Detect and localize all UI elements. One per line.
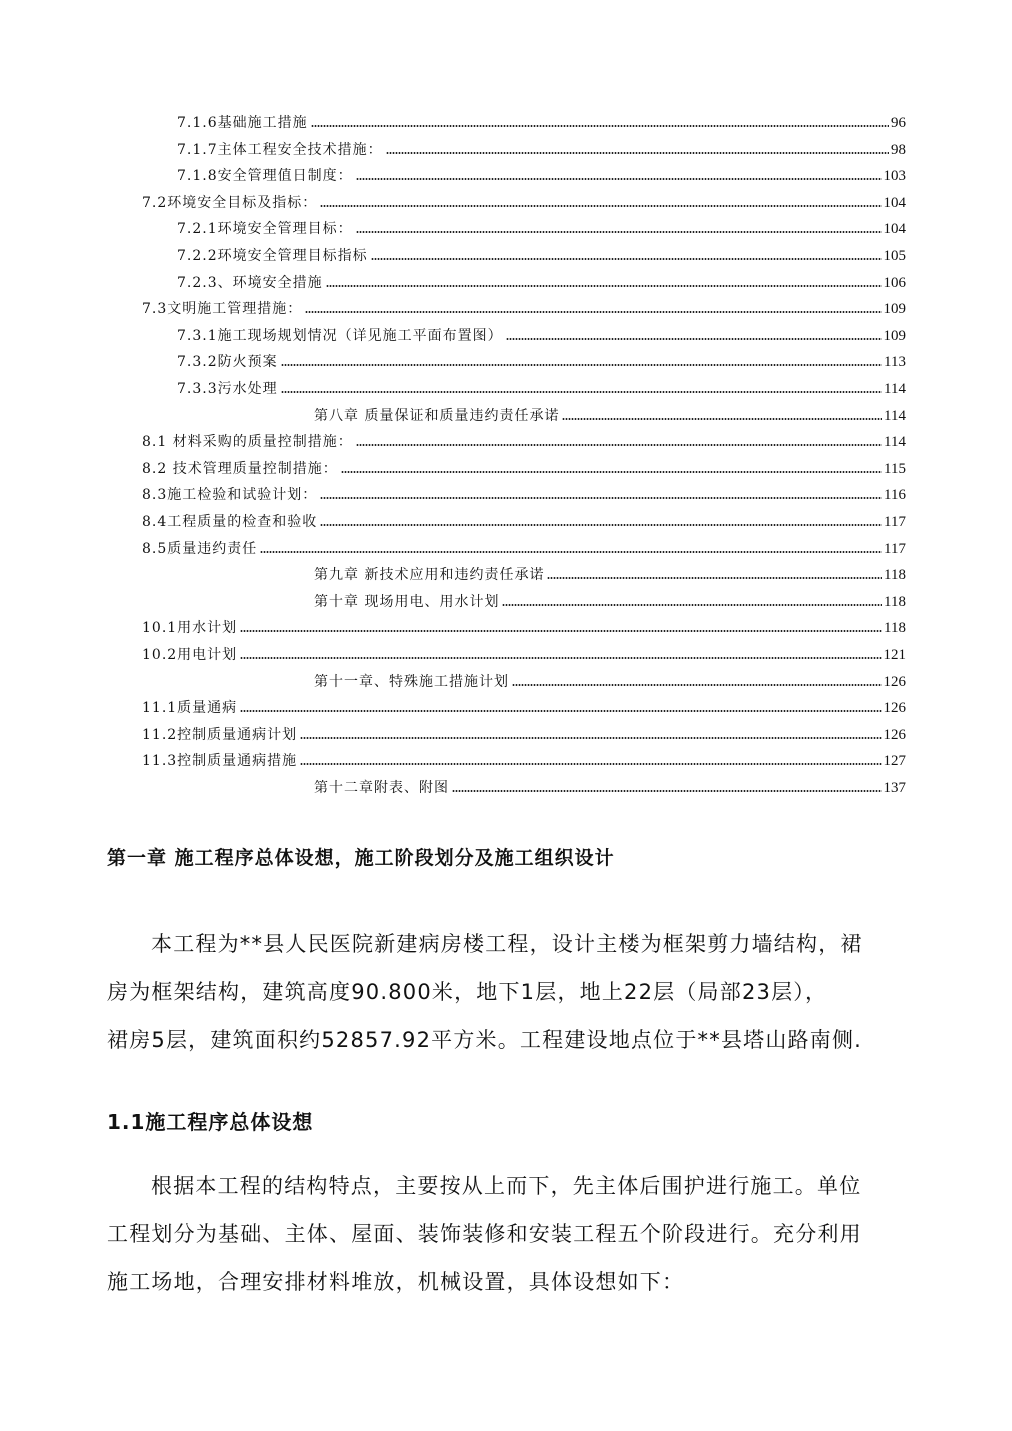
- toc-entry-chapter[interactable]: [314, 665, 906, 691]
- toc-leader-dots: [300, 762, 881, 766]
- toc-entry-title: 8.1 材料采购的质量控制措施：: [142, 434, 353, 451]
- toc-entry-title: 7.2.3、环境安全措施: [177, 274, 323, 291]
- toc-entry-title: 第八章 质量保证和质量违约责任承诺: [314, 407, 560, 424]
- toc-entry[interactable]: [177, 239, 906, 265]
- toc-entry-page: 114: [884, 434, 906, 451]
- toc-leader-dots: [326, 284, 882, 288]
- toc-entry[interactable]: [142, 718, 906, 744]
- toc-leader-dots: [452, 789, 882, 793]
- toc-entry-title: 7.1.8安全管理值日制度：: [177, 168, 353, 185]
- toc-entry-page: 127: [883, 753, 906, 770]
- toc-entry-page: 105: [883, 248, 906, 264]
- toc-leader-dots: [562, 417, 882, 421]
- toc-entry-title: 11.2控制质量通病计划: [142, 726, 298, 743]
- toc-entry-chapter[interactable]: [314, 771, 906, 797]
- toc-entry-page: 118: [884, 620, 906, 637]
- toc-entry-title: 10.1用水计划: [142, 620, 238, 637]
- toc-entry-title: 7.1.6基础施工措施: [177, 115, 308, 131]
- toc-leader-dots: [502, 603, 882, 607]
- toc-entry[interactable]: [177, 106, 906, 132]
- toc-leader-dots: [506, 337, 882, 341]
- toc-entry-page: 109: [883, 327, 906, 344]
- toc-entry-page: 118: [884, 593, 906, 610]
- toc-entry[interactable]: [142, 691, 906, 717]
- toc-entry-title: 8.3施工检验和试验计划：: [142, 487, 318, 504]
- paragraph-line: 本工程为**县人民医院新建病房楼工程，设计主楼为框架剪力墙结构，裙: [151, 932, 863, 956]
- toc-entry-title: 11.3控制质量通病措施: [142, 753, 298, 770]
- toc-entry-page: 137: [883, 780, 906, 796]
- toc-leader-dots: [300, 736, 881, 740]
- toc-entry-title: 7.3.1施工现场规划情况（详见施工平面布置图）: [177, 327, 503, 344]
- toc-entry-page: 114: [884, 407, 906, 424]
- toc-entry[interactable]: [177, 159, 906, 185]
- toc-entry-title: 7.2环境安全目标及指标：: [142, 194, 318, 211]
- paragraph-line: 施工场地，合理安排材料堆放，机械设置，具体设想如下：: [107, 1270, 685, 1294]
- section-title: 1.1施工程序总体设想: [107, 1110, 314, 1134]
- toc-entry-page: 126: [883, 700, 906, 717]
- toc-leader-dots: [356, 230, 882, 234]
- toc-entry-page: 109: [883, 301, 906, 318]
- chapter-title: 第一章 施工程序总体设想，施工阶段划分及施工组织设计: [107, 847, 615, 869]
- toc-entry-page: 126: [883, 726, 906, 743]
- paragraph-line: 房为框架结构，建筑高度90.800米，地下1层，地上22层（局部23层），: [107, 980, 828, 1004]
- toc-entry[interactable]: [177, 372, 906, 398]
- toc-leader-dots: [305, 310, 881, 314]
- toc-entry-page: 116: [884, 487, 906, 504]
- toc-entry-page: 117: [884, 514, 906, 530]
- toc-entry[interactable]: [177, 319, 906, 345]
- toc-entry-title: 7.3.2防火预案: [177, 354, 278, 371]
- toc-leader-dots: [311, 124, 889, 128]
- toc-entry[interactable]: [142, 532, 906, 558]
- toc-leader-dots: [512, 683, 882, 687]
- toc-leader-dots: [320, 204, 881, 208]
- toc-entry-title: 第十二章附表、附图: [314, 780, 449, 796]
- toc-entry[interactable]: [142, 611, 906, 637]
- toc-leader-dots: [320, 523, 882, 527]
- toc-entry[interactable]: [177, 212, 906, 238]
- toc-leader-dots: [260, 550, 882, 554]
- toc-leader-dots: [371, 257, 882, 261]
- toc-leader-dots: [547, 576, 882, 580]
- toc-leader-dots: [356, 177, 882, 181]
- toc-entry-page: 96: [891, 115, 906, 131]
- toc-entry-title: 7.2.1环境安全管理目标：: [177, 221, 353, 238]
- toc-entry-title: 第十章 现场用电、用水计划: [314, 593, 500, 610]
- toc-entry-title: 8.5质量违约责任: [142, 540, 258, 557]
- toc-entry-title: 7.3.3污水处理: [177, 381, 278, 397]
- intro-paragraph: [107, 920, 907, 1064]
- toc-entry-title: 8.4工程质量的检查和验收: [142, 514, 318, 530]
- toc-entry[interactable]: [142, 425, 906, 451]
- toc-leader-dots: [240, 629, 882, 633]
- toc-entry-page: 104: [883, 194, 906, 211]
- toc-entry-page: 113: [884, 354, 906, 371]
- toc-entry-title: 7.3文明施工管理措施：: [142, 301, 303, 318]
- toc-leader-dots: [320, 496, 882, 500]
- toc-leader-dots: [281, 363, 882, 367]
- toc-entry-page: 103: [883, 168, 906, 185]
- toc-entry[interactable]: [177, 345, 906, 371]
- toc-entry-title: 第九章 新技术应用和违约责任承诺: [314, 567, 545, 584]
- toc-entry-page: 114: [884, 381, 906, 397]
- toc-leader-dots: [281, 390, 882, 394]
- toc-entry-chapter[interactable]: [314, 585, 906, 611]
- toc-entry[interactable]: [142, 505, 906, 531]
- paragraph-line: 根据本工程的结构特点，主要按从上而下，先主体后围护进行施工。单位: [151, 1174, 862, 1198]
- toc-entry[interactable]: [142, 744, 906, 770]
- toc-entry-title: 10.2用电计划: [142, 647, 238, 663]
- toc-entry-page: 98: [891, 141, 906, 158]
- toc-entry-title: 7.1.7主体工程安全技术措施：: [177, 141, 383, 158]
- toc-entry-page: 121: [883, 647, 906, 663]
- toc-entry-title: 7.2.2环境安全管理目标指标: [177, 248, 368, 264]
- paragraph-line: 裙房5层，建筑面积约52857.92平方米。工程建设地点位于**县塔山路南侧.: [107, 1028, 863, 1052]
- paragraph-line: 工程划分为基础、主体、屋面、装饰装修和安装工程五个阶段进行。充分利用: [107, 1222, 862, 1246]
- toc-leader-dots: [240, 709, 881, 713]
- toc-entry-page: 126: [883, 673, 906, 690]
- toc-entry-page: 106: [883, 274, 906, 291]
- toc-entry-page: 104: [883, 221, 906, 238]
- toc-entry-page: 115: [884, 460, 906, 477]
- toc-leader-dots: [341, 470, 882, 474]
- toc-leader-dots: [356, 443, 882, 447]
- toc-entry[interactable]: [177, 266, 906, 292]
- toc-entry-title: 第十一章、特殊施工措施计划: [314, 673, 509, 690]
- toc-entry-title: 11.1质量通病: [142, 700, 238, 717]
- toc-entry[interactable]: [177, 133, 906, 159]
- toc-entry[interactable]: [142, 452, 906, 478]
- toc-entry[interactable]: [142, 292, 906, 318]
- toc-entry[interactable]: [142, 478, 906, 504]
- toc-entry-title: 8.2 技术管理质量控制措施：: [142, 460, 338, 477]
- toc-entry-chapter[interactable]: [314, 558, 906, 584]
- toc-leader-dots: [386, 151, 889, 155]
- toc-entry[interactable]: [142, 638, 906, 664]
- toc-entry-page: 117: [884, 540, 906, 557]
- toc-entry-chapter[interactable]: [314, 399, 906, 425]
- toc-entry-page: 118: [884, 567, 906, 584]
- toc-leader-dots: [240, 656, 881, 660]
- toc-entry[interactable]: [142, 186, 906, 212]
- plan-paragraph: [107, 1162, 907, 1306]
